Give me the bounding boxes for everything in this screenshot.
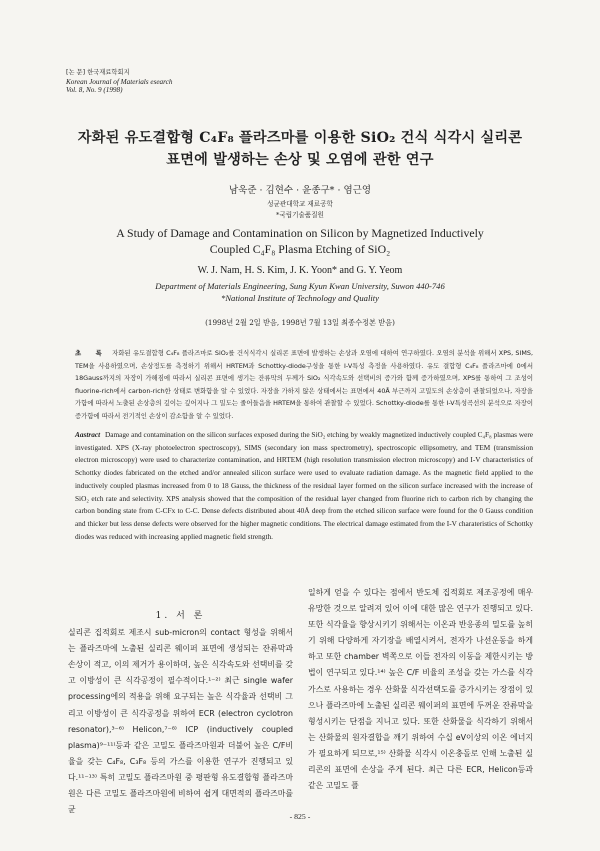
english-title-line-1: A Study of Damage and Contamination on Silicon by Magnetized Inductively (116, 226, 484, 240)
english-affiliation-1: Department of Materials Engineering, Sung Kyun Kwan University, Suwon 440-746 (155, 281, 445, 291)
section-heading-introduction: 1. 서 론 (155, 611, 206, 621)
korean-title-line-2: 표면에 발생하는 손상 및 오염에 관한 연구 (166, 152, 434, 168)
english-abstract-label: Aastract (75, 430, 101, 439)
journal-english-name: Korean Journal of Materials esearch (66, 77, 173, 86)
journal-korean-name: [논 문] 한국재료학회지 (66, 69, 130, 76)
korean-authors: 남욱준 · 김현수 · 윤종구* · 염근영 (228, 185, 372, 196)
english-abstract-text: Damage and contamination on the silicon surfaces exposed during the SiO₂ etching by weakly magnetized inductively coupled C₄F₈ plasmas were investigated. XPS (X-ray photoelectron spectroscopy), SIMS (secondary ion mass spectrometry), spectroscopic ellipsometry, and TEM (transmission electron microscopy) were used to characterize contamination, and HRTEM (high resolution transmission electron microscopy) and I-V characteristics of Schottky diodes fabricated on the etched and/or annealed silicon surface were used to evaluate radiation damage. As the magnetic field applied to the inductively coupled plasmas increased from 0 to 18 Gauss, the thickness of the residual layer formed on the silicon surface increased with the increase of SiO₂ etch rate and selectivity. XPS analysis showed that the composition of the residual layer changed from fluorine rich to carbon rich by changing the carbon bonding state from C-CFx to C-C. Dense defects distributed about 40Å deep from the etched silicon surface were found for the 0 Gauss condition and thicker but less dense defects were observed for the higher magnetic conditions. The electrical damage estimated from the I-V charateristics of Schottky diodes was reduced with increasing applied magnetic field strength. (75, 430, 533, 541)
korean-abstract-label: 초 록 (75, 349, 108, 357)
korean-affiliation-1: 성균관대학교 재료공학 (267, 200, 333, 208)
journal-volume: Vol. 8, No. 9 (1998) (66, 86, 123, 95)
korean-affiliation-2: *국립기술품질원 (276, 211, 324, 219)
body-column-right (308, 585, 533, 794)
received-dates: (1998년 2월 2일 받음, 1998년 7월 13일 최종수정본 받음) (205, 318, 395, 327)
page-number: - 825 - (289, 812, 311, 821)
body-text-right: 일하게 얻을 수 있다는 점에서 반도체 집적회로 제조공정에 매우 유망한 것으로 알려져 있어 이에 대한 많은 연구가 진행되고 있다. 또한 식각율을 향상시키기 위해서는 이온과 반응종의 밀도를 높히기 위해 다양하게 자기장을 배열시켜서, 전자가 나선운동을 하게 하고 또한 chamber 벽쪽으로 이들 전자의 이동을 제한시키는 방법이 연구되고 있다.¹⁴⁾ 높은 C/F 비율의 조성을 갖는 가스를 식각가스로 사용하는 경우 산화물 식각선택도를 증가시키는 장점이 있으나 플라즈마에 노출된 실리콘 웨이퍼의 표면에 두꺼운 잔류막을 형성시키는 단점을 지니고 있다. 또한 산화물을 식각하기 위해서는 산화물의 원자결합을 깨기 위하여 수십 eV이상의 이온 에너지가 필요하게 되므로,¹⁵⁾ 산화물 식각시 이온충돌로 인해 노출된 실리콘의 표면에 손상을 주게 된다. 최근 다른 ECR, Helicon등과 같은 고밀도 플 (308, 588, 533, 791)
journal-header (66, 69, 172, 95)
korean-abstract-text: 자화된 유도결합형 C₄F₈ 플라즈마로 SiO₂를 건식식각시 실리콘 표면에 발생하는 손상과 오염에 대하여 연구하였다. 오염의 분석을 위해서 XPS, SIMS, TEM을 사용하였으며, 손상정도를 측정하기 위해서 HRTEM과 Schottky-diode구성을 통한 I-V특성 측정을 사용하였다. 유도 결합형 C₄F₈ 플라즈마에 0에서 18Gauss까지의 자장이 가해짐에 따라서 실리콘 표면에 생기는 잔류막의 두께가 SiO₂ 식각속도와 선택비의 증가와 함께 증가하였으며, XPS를 통하여 그 조성이 fluorine-rich에서 carbon-rich한 상태로 변화함을 알 수 있었다. 자장을 가하지 않은 상태에서는 표면에서 40Å 부근까지 고밀도의 손상층이 관찰되었으나, 자장을 가함에 따라서 노출된 손상층의 깊이는 깊어지나 그 밀도는 줄어들음을 HRTEM을 통하여 관찰할 수 있었다. Schottky-diode를 통한 I-V특성곡선의 분석으로 자장이 증가함에 따라서 전기적인 손상이 감소함을 알 수 있었다. (75, 349, 533, 420)
english-title-line-2: Coupled C₄F₈ Plasma Etching of SiO₂ (209, 242, 391, 256)
english-authors: W. J. Nam, H. S. Kim, J. K. Yoon* and G. Y. Yeom (197, 265, 403, 276)
body-text-left: 실리콘 집적회로 제조시 sub-micron의 contact 형성을 위해서는 플라즈마에 노출된 실리콘 웨이퍼 표면에 생성되는 잔류막과 손상이 적고, 이의 제거가 용이하며, 높은 식각속도와 선택비를 갖고 이방성이 큰 식각공정이 필수적이다.¹⁻²⁾ 최근 single wafer processing에의 적용을 위해 요구되는 높은 식각율과 선택비 그리고 이방성이 큰 식각공정을 위하여 ECR (electron cyclotron resonator),³⁻⁶⁾ Helicon,⁷⁻⁸⁾ ICP (inductively coupled plasma)⁹⁻¹¹⁾등과 같은 고밀도 플라즈마원과 더불어 높은 C/F비율을 갖는 C₄F₈, C₃F₈ 등의 가스를 이용한 연구가 진행되고 있다.¹¹⁻¹³⁾ 특히 고밀도 플라즈마원 중 평판형 유도결합형 플라즈마원은 다른 고밀도 플라즈마원에 비하여 쉽게 대면적의 플라즈마를 균 (68, 628, 293, 815)
korean-abstract (75, 347, 533, 423)
korean-title-line-1: 자화된 유도결합형 C₄F₈ 플라즈마를 이용한 SiO₂ 건식 식각시 실리콘 (77, 130, 523, 146)
english-abstract (75, 429, 533, 543)
body-column-left (68, 608, 293, 818)
english-affiliation-2: *National Institute of Technology and Quality (221, 293, 379, 303)
